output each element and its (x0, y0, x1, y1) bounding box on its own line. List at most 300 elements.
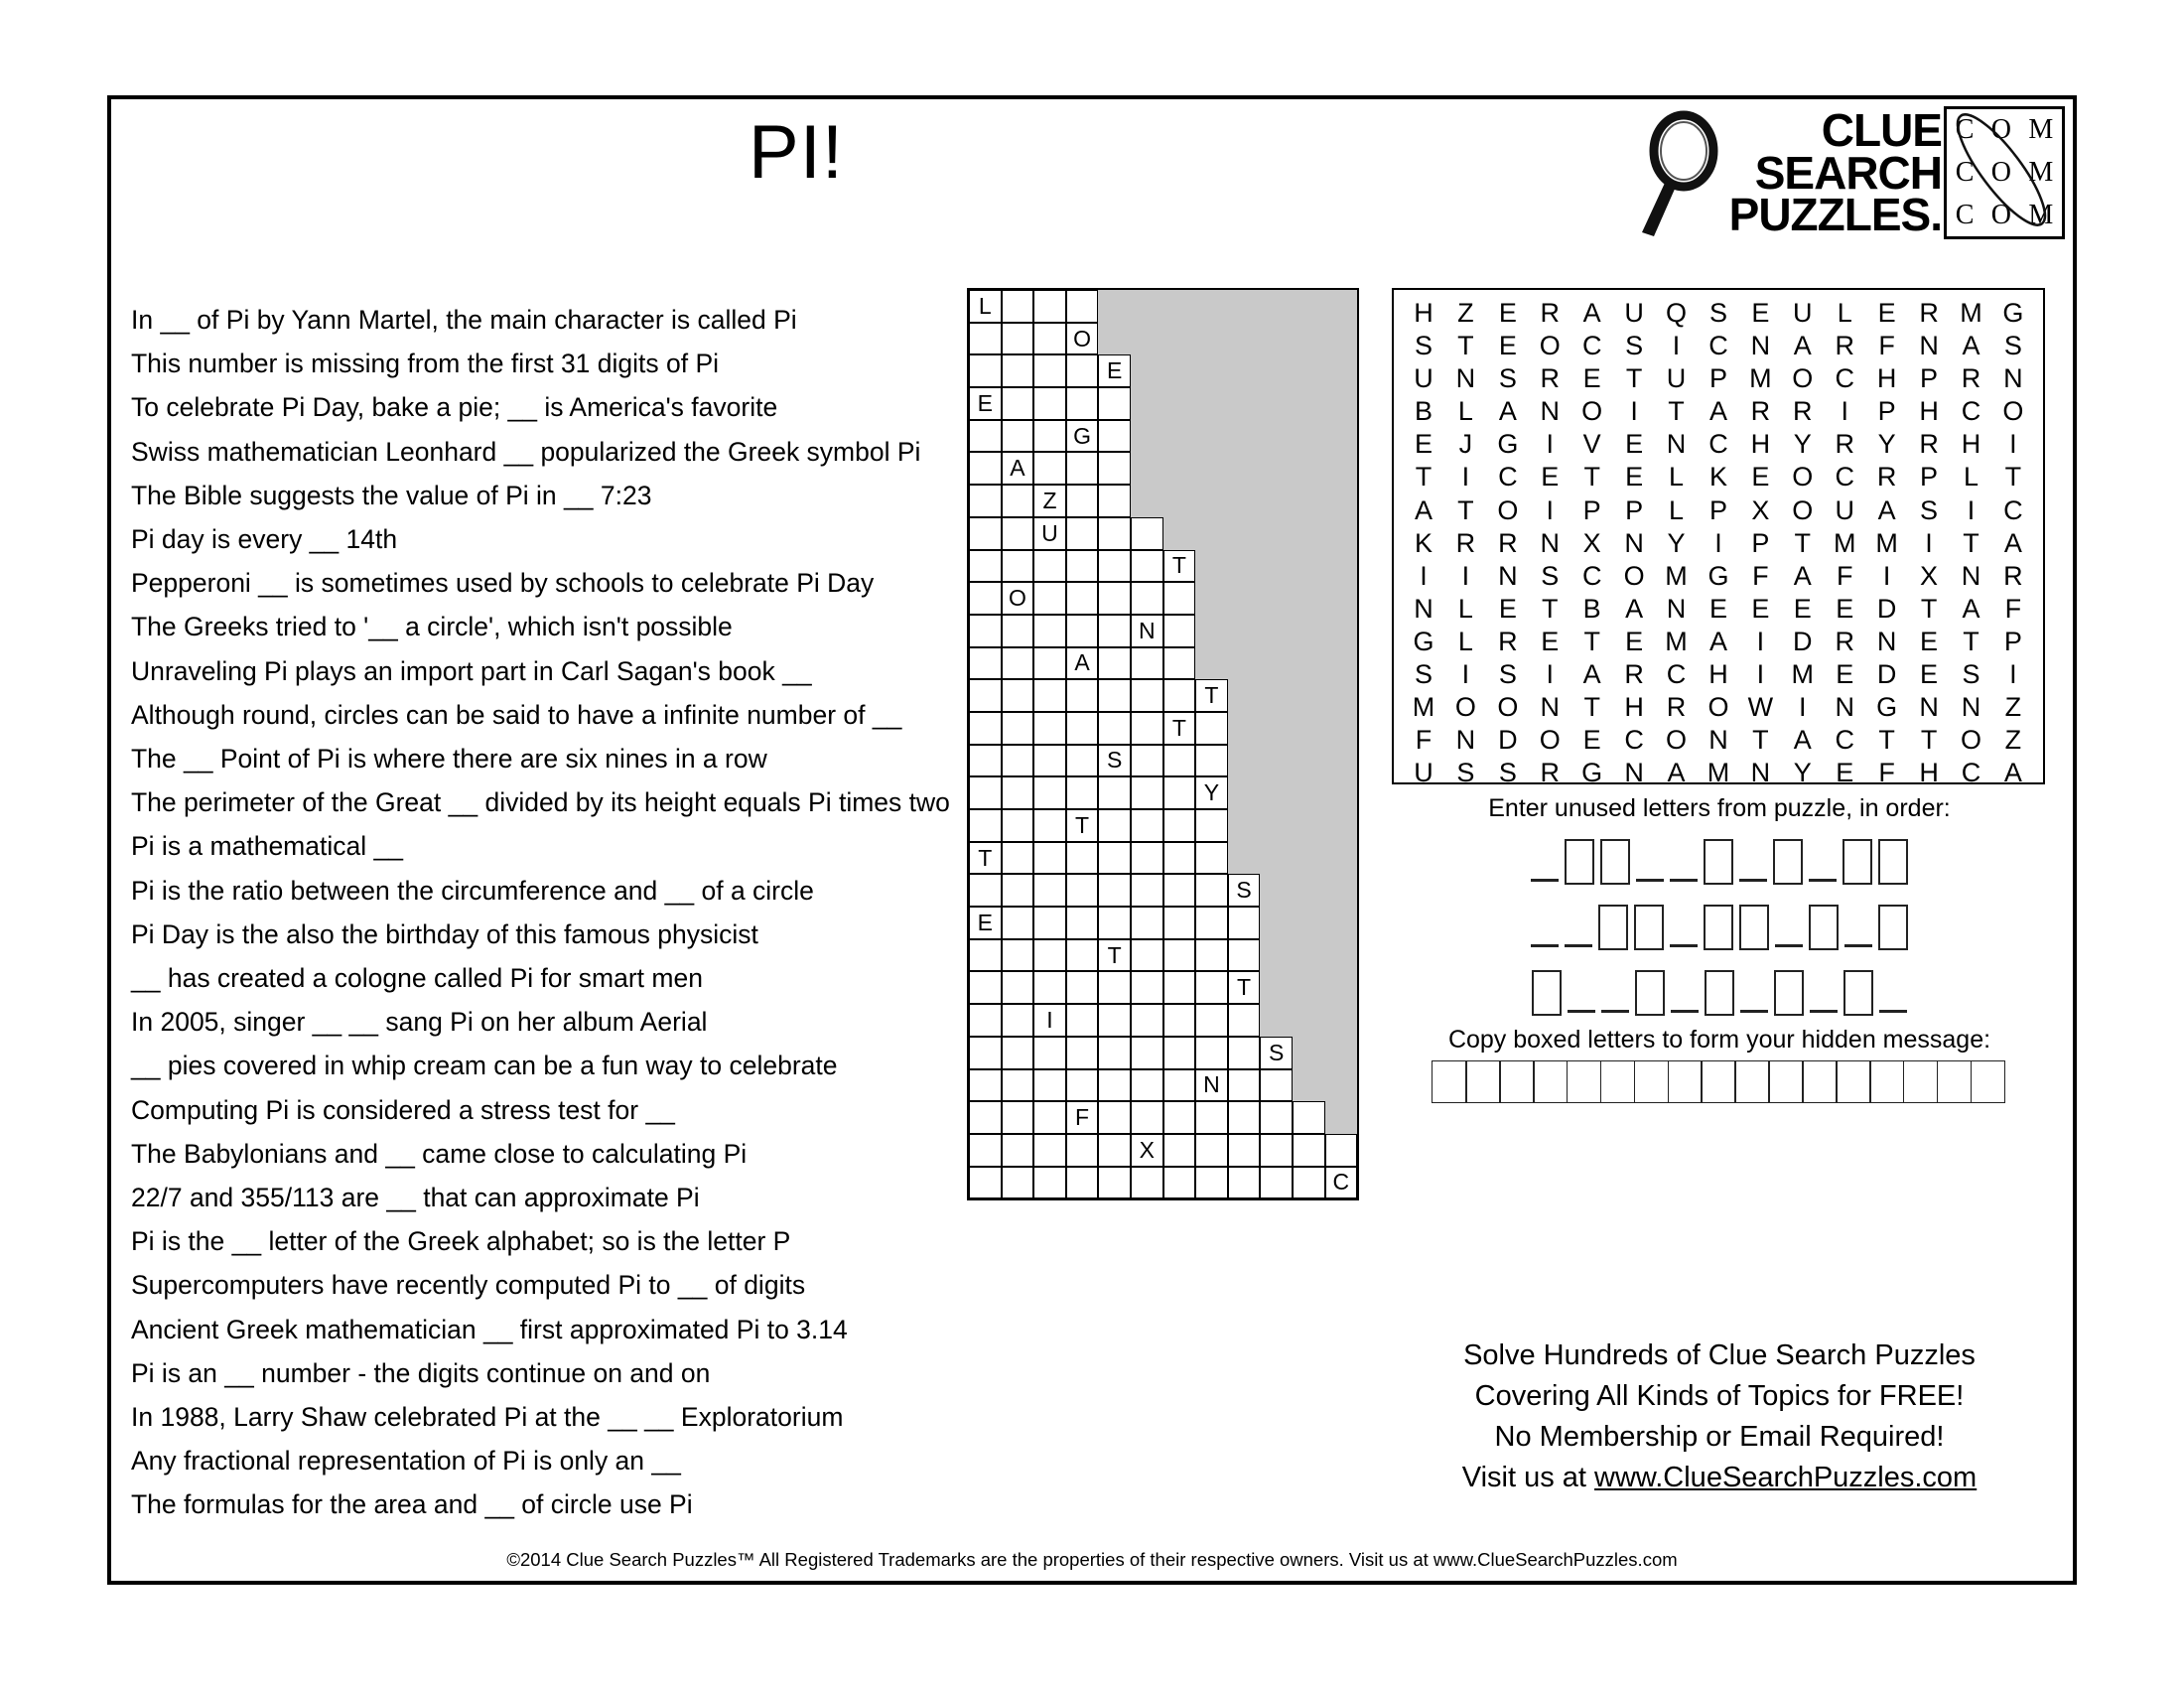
crossword-cell[interactable] (1098, 387, 1131, 420)
word-search-letter[interactable]: O (1497, 692, 1519, 723)
word-search-letter[interactable]: E (1920, 626, 1939, 656)
crossword-cell[interactable] (1033, 582, 1066, 615)
crossword-cell[interactable] (1002, 1069, 1034, 1102)
clue-search-puzzles-logo[interactable] (1497, 103, 2065, 241)
crossword-cell[interactable] (1033, 615, 1066, 647)
word-search-letter[interactable]: R (1455, 527, 1476, 558)
word-search-letter[interactable]: L (1457, 626, 1473, 656)
crossword-cell[interactable] (1002, 842, 1034, 875)
crossword-cell[interactable] (1002, 647, 1034, 680)
crossword-cell[interactable] (1066, 354, 1099, 387)
crossword-cell-filled[interactable]: F (1066, 1101, 1099, 1134)
answer-dash[interactable] (1810, 1010, 1838, 1013)
crossword-cell-filled[interactable]: E (969, 907, 1002, 939)
word-search-letter[interactable]: S (1498, 363, 1517, 394)
crossword-cell[interactable] (1131, 1167, 1163, 1199)
crossword-cell[interactable] (1033, 1069, 1066, 1102)
crossword-cell[interactable] (969, 874, 1002, 907)
word-search-letter[interactable]: R (1835, 429, 1854, 460)
crossword-cell[interactable] (1131, 776, 1163, 809)
crossword-cell[interactable] (1195, 971, 1228, 1004)
word-search-letter[interactable]: N (1750, 758, 1771, 788)
answer-dash[interactable] (1809, 879, 1837, 882)
word-search-letter[interactable]: R (1498, 626, 1518, 656)
crossword-cell-filled[interactable]: T (1195, 679, 1228, 712)
crossword-cell[interactable] (1195, 712, 1228, 745)
crossword-cell[interactable] (1228, 1004, 1261, 1037)
crossword-cell[interactable] (1002, 679, 1034, 712)
word-search-letter[interactable]: R (1624, 659, 1644, 690)
crossword-cell[interactable] (1033, 907, 1066, 939)
word-search-letter[interactable]: K (1708, 462, 1727, 492)
crossword-cell[interactable] (1098, 1101, 1131, 1134)
crossword-cell[interactable] (1033, 776, 1066, 809)
word-search-letter[interactable]: O (1792, 363, 1814, 394)
word-search-letter[interactable]: T (1963, 626, 1979, 656)
word-search-letter[interactable]: E (1751, 462, 1770, 492)
word-search-letter[interactable]: P (1920, 462, 1939, 492)
crossword-cell[interactable] (1066, 1004, 1099, 1037)
crossword-cell[interactable] (1066, 712, 1099, 745)
word-search-letter[interactable]: N (1498, 560, 1518, 591)
word-search-letter[interactable]: I (1841, 396, 1848, 427)
crossword-cell[interactable] (969, 745, 1002, 777)
word-search-letter[interactable]: T (1752, 725, 1769, 756)
word-search-letter[interactable]: E (1541, 462, 1560, 492)
crossword-cell[interactable] (1002, 971, 1034, 1004)
crossword-cell[interactable] (1098, 907, 1131, 939)
word-search-letter[interactable]: H (1750, 429, 1771, 460)
crossword-cell[interactable] (1163, 776, 1196, 809)
hidden-message-cell[interactable] (1836, 1060, 1871, 1103)
crossword-cell[interactable] (1002, 1037, 1034, 1069)
word-search-letter[interactable]: N (1624, 758, 1644, 788)
crossword-cell[interactable] (969, 1069, 1002, 1102)
word-search-letter[interactable]: M (1412, 692, 1435, 723)
word-search-letter[interactable]: Y (1877, 429, 1896, 460)
word-search-letter[interactable]: U (1835, 494, 1854, 525)
crossword-cell[interactable] (1002, 420, 1034, 453)
answer-dash[interactable] (1568, 1010, 1595, 1013)
word-search-letter[interactable]: P (1625, 494, 1644, 525)
word-search-letter[interactable]: C (1666, 659, 1687, 690)
word-search-letter[interactable]: P (1877, 396, 1896, 427)
crossword-cell[interactable] (1131, 550, 1163, 583)
crossword-cell[interactable] (1066, 745, 1099, 777)
answer-dash[interactable] (1740, 1010, 1768, 1013)
word-search-letter[interactable]: I (2009, 659, 2017, 690)
crossword-cell-filled[interactable]: S (1098, 745, 1131, 777)
word-search-letter[interactable]: A (1582, 298, 1601, 328)
word-search-letter[interactable]: N (1540, 396, 1561, 427)
crossword-cell[interactable] (1066, 939, 1099, 972)
word-search-letter[interactable]: P (1751, 527, 1770, 558)
crossword-cell[interactable] (1098, 615, 1131, 647)
crossword-cell[interactable] (969, 452, 1002, 485)
crossword-cell-filled[interactable]: L (969, 290, 1002, 323)
word-search-letter[interactable]: L (1837, 298, 1852, 328)
crossword-cell[interactable] (1163, 907, 1196, 939)
crossword-cell[interactable] (969, 1004, 1002, 1037)
word-search-letter[interactable]: R (1498, 527, 1518, 558)
word-search-letter[interactable]: T (1625, 363, 1643, 394)
word-search-letter[interactable]: X (1751, 494, 1770, 525)
word-search-letter[interactable]: U (1666, 363, 1687, 394)
word-search-letter[interactable]: A (1498, 396, 1517, 427)
crossword-cell[interactable] (1033, 745, 1066, 777)
word-search-letter[interactable]: O (1960, 725, 1981, 756)
word-search-letter[interactable]: R (1540, 363, 1561, 394)
crossword-cell[interactable] (1002, 1134, 1034, 1167)
word-search-letter[interactable]: H (1919, 758, 1939, 788)
crossword-cell[interactable] (1002, 939, 1034, 972)
word-search-letter[interactable]: U (1414, 758, 1433, 788)
word-search-letter[interactable]: A (1708, 626, 1727, 656)
crossword-cell[interactable] (1066, 290, 1099, 323)
crossword-cell[interactable] (1131, 842, 1163, 875)
crossword-cell[interactable] (1033, 679, 1066, 712)
crossword-cell[interactable] (1066, 517, 1099, 550)
word-search-letter[interactable]: N (1876, 626, 1897, 656)
crossword-cell[interactable] (1131, 517, 1163, 550)
word-search-letter[interactable]: R (1919, 429, 1939, 460)
answer-box[interactable] (1634, 905, 1664, 950)
crossword-cell[interactable] (1098, 1069, 1131, 1102)
word-search-letter[interactable]: C (1708, 429, 1728, 460)
crossword-cell[interactable] (1163, 842, 1196, 875)
word-search-letter[interactable]: S (1962, 659, 1980, 690)
hidden-message-cell[interactable] (1802, 1060, 1838, 1103)
word-search-letter[interactable]: A (2003, 758, 2022, 788)
crossword-cell[interactable] (1195, 745, 1228, 777)
crossword-cell[interactable] (1293, 1134, 1325, 1167)
crossword-cell[interactable] (1098, 647, 1131, 680)
word-search-letter[interactable]: T (1794, 527, 1812, 558)
word-search-letter[interactable]: C (1835, 725, 1854, 756)
word-search-letter[interactable]: R (1540, 298, 1561, 328)
crossword-cell[interactable] (1098, 776, 1131, 809)
word-search-letter[interactable]: E (1836, 659, 1854, 690)
crossword-cell[interactable] (1163, 1167, 1196, 1199)
word-search-letter[interactable]: I (1925, 527, 1933, 558)
word-search-letter[interactable]: Y (1793, 758, 1812, 788)
word-search-letter[interactable]: R (1835, 331, 1854, 361)
word-search-letter[interactable]: T (1583, 462, 1600, 492)
crossword-cell-filled[interactable]: T (1163, 712, 1196, 745)
word-search-letter[interactable]: N (1708, 725, 1728, 756)
crossword-cell[interactable] (1066, 1037, 1099, 1069)
crossword-cell[interactable] (969, 712, 1002, 745)
word-search-letter[interactable]: G (1497, 429, 1519, 460)
crossword-cell[interactable] (1228, 1069, 1261, 1102)
word-search-letter[interactable]: E (1708, 593, 1727, 624)
crossword-cell-filled[interactable]: T (1163, 550, 1196, 583)
crossword-cell[interactable] (1033, 647, 1066, 680)
answer-box[interactable] (1598, 905, 1628, 950)
word-search-letter[interactable]: L (1963, 462, 1979, 492)
unused-letters-blanks[interactable] (1392, 829, 2047, 1016)
word-search-letter[interactable]: F (1415, 725, 1433, 756)
crossword-cell-filled[interactable]: S (1228, 874, 1261, 907)
word-search-letter[interactable]: G (1707, 560, 1729, 591)
answer-box[interactable] (1565, 839, 1594, 885)
crossword-cell[interactable] (1098, 517, 1131, 550)
crossword-cell[interactable] (1163, 745, 1196, 777)
word-search-letter[interactable]: D (1793, 626, 1813, 656)
crossword-cell[interactable] (1066, 1069, 1099, 1102)
word-search-letter[interactable]: C (1581, 331, 1602, 361)
crossword-cell[interactable] (1033, 712, 1066, 745)
word-search-letter[interactable]: T (1878, 725, 1895, 756)
word-search-letter[interactable]: B (1414, 396, 1433, 427)
hidden-message-cell[interactable] (1499, 1060, 1535, 1103)
crossword-cell[interactable] (1195, 1004, 1228, 1037)
crossword-cell[interactable] (1195, 1101, 1228, 1134)
word-search-letter[interactable]: T (1583, 626, 1600, 656)
crossword-cell-filled[interactable]: C (1325, 1167, 1358, 1199)
crossword-cell-filled[interactable]: E (1098, 354, 1131, 387)
crossword-cell[interactable] (1195, 874, 1228, 907)
word-search-letter[interactable]: N (1455, 363, 1476, 394)
crossword-cell[interactable] (1066, 907, 1099, 939)
crossword-cell[interactable] (1131, 874, 1163, 907)
word-search-letter[interactable]: S (1456, 758, 1475, 788)
word-search-letter[interactable]: I (1756, 626, 1765, 656)
word-search-letter[interactable]: Y (1667, 527, 1686, 558)
word-search-letter[interactable]: D (1876, 593, 1897, 624)
crossword-cell-filled[interactable]: N (1131, 615, 1163, 647)
crossword-cell[interactable] (1098, 809, 1131, 842)
answer-dash[interactable] (1879, 1010, 1907, 1013)
word-search-letter[interactable]: F (1836, 560, 1853, 591)
word-search-letter[interactable]: O (1454, 692, 1476, 723)
crossword-cell[interactable] (1131, 745, 1163, 777)
word-search-letter[interactable]: L (1669, 494, 1685, 525)
word-search-letter[interactable]: G (1413, 626, 1434, 656)
crossword-cell[interactable] (1195, 842, 1228, 875)
crossword-cell[interactable] (1033, 809, 1066, 842)
word-search-letter[interactable]: O (1792, 494, 1814, 525)
word-search-letter[interactable]: E (1582, 363, 1601, 394)
crossword-cell[interactable] (969, 939, 1002, 972)
crossword-cell[interactable] (1293, 1167, 1325, 1199)
crossword-cell[interactable] (969, 517, 1002, 550)
crossword-cell[interactable] (1033, 1101, 1066, 1134)
crossword-cell[interactable] (1131, 679, 1163, 712)
word-search-letter[interactable]: E (1582, 725, 1601, 756)
word-search-letter[interactable]: N (1750, 331, 1771, 361)
answer-dash[interactable] (1844, 944, 1872, 947)
word-search-letter[interactable]: V (1582, 429, 1601, 460)
crossword-cell[interactable] (1228, 1101, 1261, 1134)
crossword-cell[interactable] (969, 615, 1002, 647)
word-search-letter[interactable]: J (1458, 429, 1473, 460)
word-search-letter[interactable]: Z (1457, 298, 1474, 328)
word-search-letter[interactable]: M (1791, 659, 1815, 690)
crossword-cell[interactable] (1033, 1167, 1066, 1199)
crossword-cell-filled[interactable]: O (1066, 323, 1099, 355)
crossword-cell[interactable] (1066, 776, 1099, 809)
answer-dash[interactable] (1531, 879, 1559, 882)
promo-website-link[interactable]: www.ClueSearchPuzzles.com (1594, 1462, 1978, 1493)
word-search-letter[interactable]: P (2003, 626, 2022, 656)
word-search-letter[interactable]: I (1967, 494, 1976, 525)
crossword-cell[interactable] (1002, 776, 1034, 809)
crossword-cell[interactable] (1066, 679, 1099, 712)
word-search-letter[interactable]: H (1876, 363, 1897, 394)
crossword-cell-filled[interactable]: T (1228, 971, 1261, 1004)
word-search-letter[interactable]: F (1878, 758, 1895, 788)
crossword-cell[interactable] (969, 1167, 1002, 1199)
word-search-letter[interactable]: M (1665, 560, 1688, 591)
crossword-cell[interactable] (1066, 485, 1099, 517)
crossword-cell[interactable] (1002, 485, 1034, 517)
word-search-letter[interactable]: X (1582, 527, 1601, 558)
word-search-letter[interactable]: P (1920, 363, 1939, 394)
crossword-cell-filled[interactable]: A (1002, 452, 1034, 485)
answer-dash[interactable] (1739, 879, 1767, 882)
answer-box[interactable] (1739, 905, 1769, 950)
word-search-letter[interactable]: C (1835, 363, 1854, 394)
crossword-cell[interactable] (969, 354, 1002, 387)
word-search-letter[interactable]: T (1668, 396, 1685, 427)
crossword-cell[interactable] (1033, 1037, 1066, 1069)
crossword-cell[interactable] (1098, 842, 1131, 875)
word-search-letter[interactable]: A (1793, 331, 1812, 361)
crossword-cell[interactable] (1131, 971, 1163, 1004)
answer-dash[interactable] (1671, 1010, 1699, 1013)
hidden-message-cell[interactable] (1668, 1060, 1704, 1103)
crossword-cell[interactable] (1163, 1134, 1196, 1167)
hidden-message-cell[interactable] (1701, 1060, 1736, 1103)
word-search-letter[interactable]: H (1961, 429, 1981, 460)
word-search-letter[interactable]: D (1498, 725, 1518, 756)
word-search-letter[interactable]: N (1540, 692, 1561, 723)
crossword-cell[interactable] (1098, 582, 1131, 615)
answer-box[interactable] (1773, 839, 1803, 885)
crossword-cell[interactable] (1260, 1069, 1293, 1102)
word-search-letter[interactable]: L (1457, 593, 1473, 624)
crossword-cell[interactable] (1163, 1004, 1196, 1037)
word-search-letter[interactable]: P (1708, 363, 1727, 394)
word-search-letter[interactable]: P (1708, 494, 1727, 525)
crossword-cell-filled[interactable]: U (1033, 517, 1066, 550)
word-search-letter[interactable]: C (1835, 462, 1854, 492)
hidden-message-cell[interactable] (1465, 1060, 1501, 1103)
word-search-letter[interactable]: I (1672, 331, 1681, 361)
word-search-letter[interactable]: E (1498, 593, 1517, 624)
word-search-letter[interactable]: N (2003, 363, 2023, 394)
hidden-message-cell[interactable] (1869, 1060, 1905, 1103)
word-search-letter[interactable]: L (1457, 396, 1473, 427)
answer-box[interactable] (1600, 839, 1630, 885)
crossword-cell[interactable] (1131, 1101, 1163, 1134)
crossword-cell[interactable] (1131, 809, 1163, 842)
hidden-message-cell[interactable] (1432, 1060, 1467, 1103)
crossword-cell[interactable] (1131, 939, 1163, 972)
crossword-cell[interactable] (1066, 582, 1099, 615)
word-search-letter[interactable]: A (1962, 331, 1980, 361)
crossword-cell[interactable] (1131, 1004, 1163, 1037)
answer-box[interactable] (1635, 970, 1665, 1016)
word-search-grid[interactable] (1392, 288, 2045, 788)
word-search-letter[interactable]: U (1624, 298, 1644, 328)
word-search-letter[interactable]: A (1582, 659, 1601, 690)
hidden-message-cell[interactable] (1533, 1060, 1569, 1103)
crossword-cell[interactable] (969, 679, 1002, 712)
word-search-letter[interactable]: N (1919, 331, 1939, 361)
word-search-letter[interactable]: S (1920, 494, 1939, 525)
crossword-cell[interactable] (1033, 452, 1066, 485)
answer-box[interactable] (1532, 970, 1562, 1016)
crossword-cell[interactable] (1002, 1101, 1034, 1134)
word-search-letter[interactable]: E (1541, 626, 1560, 656)
word-search-letter[interactable]: S (1625, 331, 1644, 361)
word-search-letter[interactable]: I (2009, 429, 2017, 460)
crossword-cell[interactable] (1098, 550, 1131, 583)
word-search-letter[interactable]: S (1414, 659, 1433, 690)
crossword-cell-filled[interactable]: N (1195, 1069, 1228, 1102)
word-search-letter[interactable]: S (1498, 659, 1517, 690)
crossword-cell[interactable] (1002, 745, 1034, 777)
word-search-letter[interactable]: I (1461, 560, 1470, 591)
crossword-cell[interactable] (1163, 939, 1196, 972)
word-search-letter[interactable]: I (1461, 659, 1470, 690)
word-search-letter[interactable]: S (1708, 298, 1727, 328)
word-search-letter[interactable]: M (1833, 527, 1856, 558)
word-search-letter[interactable]: G (1876, 692, 1898, 723)
crossword-cell[interactable] (1033, 323, 1066, 355)
word-search-letter[interactable]: R (1876, 462, 1897, 492)
crossword-cell[interactable] (1033, 387, 1066, 420)
word-search-letter[interactable]: K (1414, 527, 1433, 558)
word-search-letter[interactable]: E (1625, 429, 1644, 460)
word-search-letter[interactable]: N (1919, 692, 1939, 723)
crossword-cell[interactable] (1033, 939, 1066, 972)
crossword-cell-filled[interactable]: O (1002, 582, 1034, 615)
word-search-letter[interactable]: S (2003, 331, 2022, 361)
word-search-letter[interactable]: E (1414, 429, 1433, 460)
word-search-letter[interactable]: T (1457, 494, 1474, 525)
crossword-cell[interactable] (1163, 874, 1196, 907)
crossword-cell[interactable] (969, 776, 1002, 809)
crossword-cell[interactable] (1002, 1004, 1034, 1037)
word-search-letter[interactable]: E (1625, 626, 1644, 656)
word-search-letter[interactable]: A (1667, 758, 1686, 788)
word-search-letter[interactable]: S (1498, 758, 1517, 788)
crossword-cell[interactable] (1163, 1069, 1196, 1102)
word-search-letter[interactable]: C (1961, 396, 1981, 427)
crossword-cell[interactable] (1033, 290, 1066, 323)
crossword-cell[interactable] (1098, 420, 1131, 453)
answer-dash[interactable] (1601, 1010, 1629, 1013)
word-search-letter[interactable]: O (1792, 462, 1814, 492)
answer-box[interactable] (1878, 905, 1908, 950)
word-search-letter[interactable]: R (1919, 298, 1939, 328)
crossword-cell[interactable] (1293, 1101, 1325, 1134)
word-search-letter[interactable]: I (1630, 396, 1638, 427)
word-search-letter[interactable]: F (1878, 331, 1895, 361)
word-search-letter[interactable]: O (1497, 494, 1519, 525)
crossword-cell[interactable] (1033, 874, 1066, 907)
word-search-letter[interactable]: I (1546, 429, 1555, 460)
crossword-cell[interactable] (1195, 1037, 1228, 1069)
hidden-message-cell[interactable] (1768, 1060, 1804, 1103)
word-search-letter[interactable]: Z (2004, 692, 2022, 723)
crossword-cell-filled[interactable]: T (969, 842, 1002, 875)
crossword-cell[interactable] (1098, 485, 1131, 517)
word-search-letter[interactable]: O (1707, 692, 1729, 723)
